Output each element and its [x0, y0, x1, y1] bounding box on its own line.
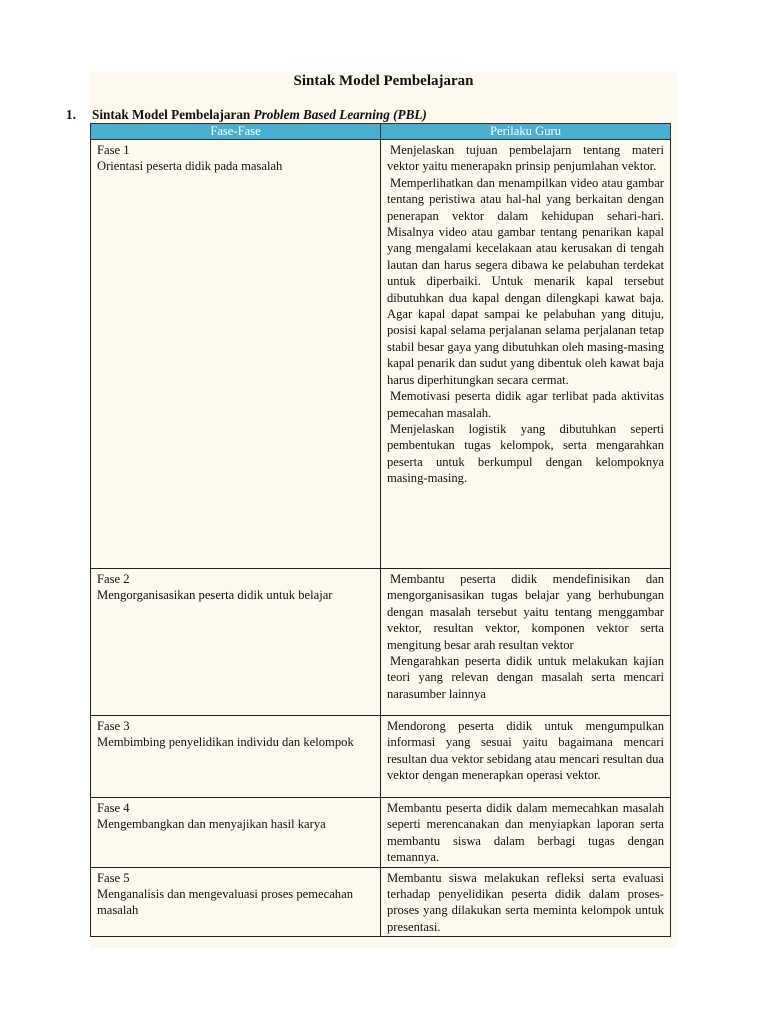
fase-cell [91, 798, 381, 868]
fase-cell [91, 867, 381, 937]
guru-cell [381, 140, 671, 569]
fase-description: Mengorganisasikan peserta didik untuk belajar [97, 588, 333, 603]
table-row [91, 716, 671, 798]
section-title-italic: Problem Based Learning (PBL) [253, 107, 427, 122]
section-number: 1. [66, 107, 76, 122]
header-perilaku-guru: Perilaku Guru [381, 124, 671, 140]
header-fase: Fase-Fase [91, 124, 381, 140]
guru-cell [381, 798, 671, 868]
guru-item: Membantu peserta didik dalam memecahkan masalah seperti merencanakan dan menyiapkan laporan serta membantu siswa dalam berbagi tugas dengan temannya. [387, 801, 664, 865]
fase-description: Menganalisis dan mengevaluasi proses pemecahan masalah [97, 887, 353, 918]
fase-cell [91, 569, 381, 716]
guru-item: Membantu peserta didik mendefinisikan dan mengorganisasikan tugas belajar yang berhubungan dengan masalah tersebut yaitu tentang menggambar vektor, resultan vektor, komponen vektor serta mengitung besar arah resultan vektor [387, 572, 664, 652]
guru-item: Mengarahkan peserta didik untuk melakukan kajian teori yang relevan dengan masalah serta mencari narasumber lainnya [387, 654, 664, 701]
section-heading [66, 107, 686, 123]
fase-description: Orientasi peserta didik pada masalah [97, 159, 283, 174]
guru-item: Memperlihatkan dan menampilkan video atau gambar tentang peristiwa atau hal-hal yang berkaitan dengan penerapan vektor dalam kehidupan sehari-hari. Misalnya video atau gambar tentang penarikan kapal yang mengalami kecelakaan atau kerusakan di tengah lautan dan harus segera dibawa ke pelabuhan terdekat untuk diperbaiki. Untuk menarik kapal tersebut dibutuhkan dua kapal dengan dilengkapi kawat baja. Agar kapal dapat sampai ke pelabuhan yang dituju, posisi kapal selama perjalanan selama perjalanan tetap stabil besar gaya yang dibutuhkan oleh masing-masing kapal penarik dan sudut yang dibentuk oleh kawat baja harus diperhitungkan secara cermat. [387, 175, 664, 387]
fase-label: Fase 4 [97, 801, 130, 815]
table-row [91, 569, 671, 716]
guru-cell [381, 716, 671, 798]
fase-cell [91, 140, 381, 569]
guru-item: Menjelaskan logistik yang dibutuhkan seperti pembentukan tugas kelompok, serta mengarahkan peserta untuk berkumpul dengan kelompoknya masing-masing. [387, 421, 664, 486]
fase-description: Mengembangkan dan menyajikan hasil karya [97, 817, 326, 832]
guru-item: Memotivasi peserta didik agar terlibat pada aktivitas pemecahan masalah. [387, 389, 664, 420]
table-row [91, 798, 671, 868]
fase-label: Fase 2 [97, 572, 130, 586]
table-row [91, 867, 671, 937]
table-header-row [91, 124, 671, 140]
fase-description: Membimbing penyelidikan individu dan kelompok [97, 735, 354, 750]
fase-label: Fase 3 [97, 719, 130, 733]
pbl-syntax-table [90, 123, 671, 937]
guru-item: Membantu siswa melakukan refleksi serta evaluasi terhadap penyelidikan peserta didik dalam proses-proses yang dilakukan serta meminta kelompok untuk presentasi. [387, 870, 664, 934]
guru-cell [381, 569, 671, 716]
fase-label: Fase 1 [97, 143, 130, 157]
fase-label: Fase 5 [97, 870, 130, 885]
guru-item: Menjelaskan tujuan pembelajarn tentang materi vektor yaitu menerapakn prinsip penjumlahan vektor. [387, 143, 664, 174]
section-title-plain: Sintak Model Pembelajaran [92, 107, 254, 122]
table-row [91, 140, 671, 569]
document-title: Sintak Model Pembelajaran [293, 73, 474, 89]
fase-cell [91, 716, 381, 798]
guru-item: Mendorong peserta didik untuk mengumpulkan informasi yang sesuai yaitu bagaimana mencari resultan dua vektor sebidang atau mencari resultan dua vektor dengan menerapkan operasi vektor. [387, 719, 664, 783]
guru-cell [381, 867, 671, 937]
